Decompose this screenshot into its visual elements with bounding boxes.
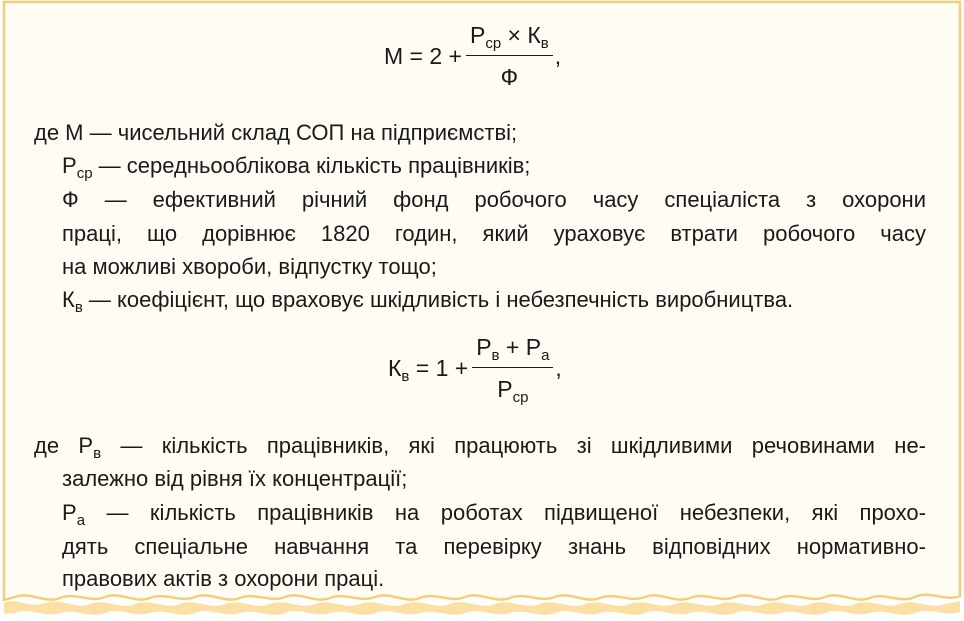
def-p-a-line3: правових актів з охорони праці. — [62, 566, 385, 591]
def-p-a-line1: $Р_а$ — кількість працівників на роботах підвищеної небезпеки, які прохо- — [62, 500, 926, 529]
formula1-fraction — [466, 22, 553, 91]
formula2-lhs: $К_в = 1$ + — [388, 355, 469, 385]
formula-staff-count — [384, 22, 561, 91]
formula1-denominator: Ф — [500, 64, 519, 90]
def-f-line2: праці, що дорівнює 1820 годин, який ураховує втрати робочого часу — [62, 221, 926, 246]
formula1-tail: , — [554, 43, 562, 69]
formula1-numerator: $Р_{ср} \times К_в$ — [466, 22, 553, 56]
formula2-fraction — [472, 334, 553, 406]
def-k-v: $К_в$ — коефіцієнт, що враховує шкідливість і небезпечність виробництва. — [62, 287, 794, 316]
def-m: де М — чисельний склад СОП на підприємстві; — [34, 120, 518, 145]
def-p-v-line2: залежно від рівня їх концентрації; — [62, 466, 408, 491]
formula2-numerator: $Р_в + Р_а$ — [472, 334, 553, 368]
formula1-lhs: М = 2 + — [384, 43, 462, 69]
formula2-denominator: $Р_{ср}$ — [497, 376, 529, 406]
def-p-sr: $Р_{ср}$ — середньооблікова кількість працівників; — [62, 153, 531, 182]
def-f-line1: Ф — ефективний річний фонд робочого часу спеціаліста з охорони — [62, 187, 926, 212]
formula-coefficient — [388, 334, 562, 406]
def-f-line3: на можливі хвороби, відпустку тощо; — [62, 254, 437, 279]
def-p-v-line1: де $Р_в$ — кількість працівників, які працюють зі шкідливими речовинами не- — [34, 433, 927, 462]
formula2-tail: , — [555, 355, 562, 381]
def-p-a-line2: дять спеціальне навчання та перевірку знань відповідних нормативно- — [62, 534, 926, 559]
